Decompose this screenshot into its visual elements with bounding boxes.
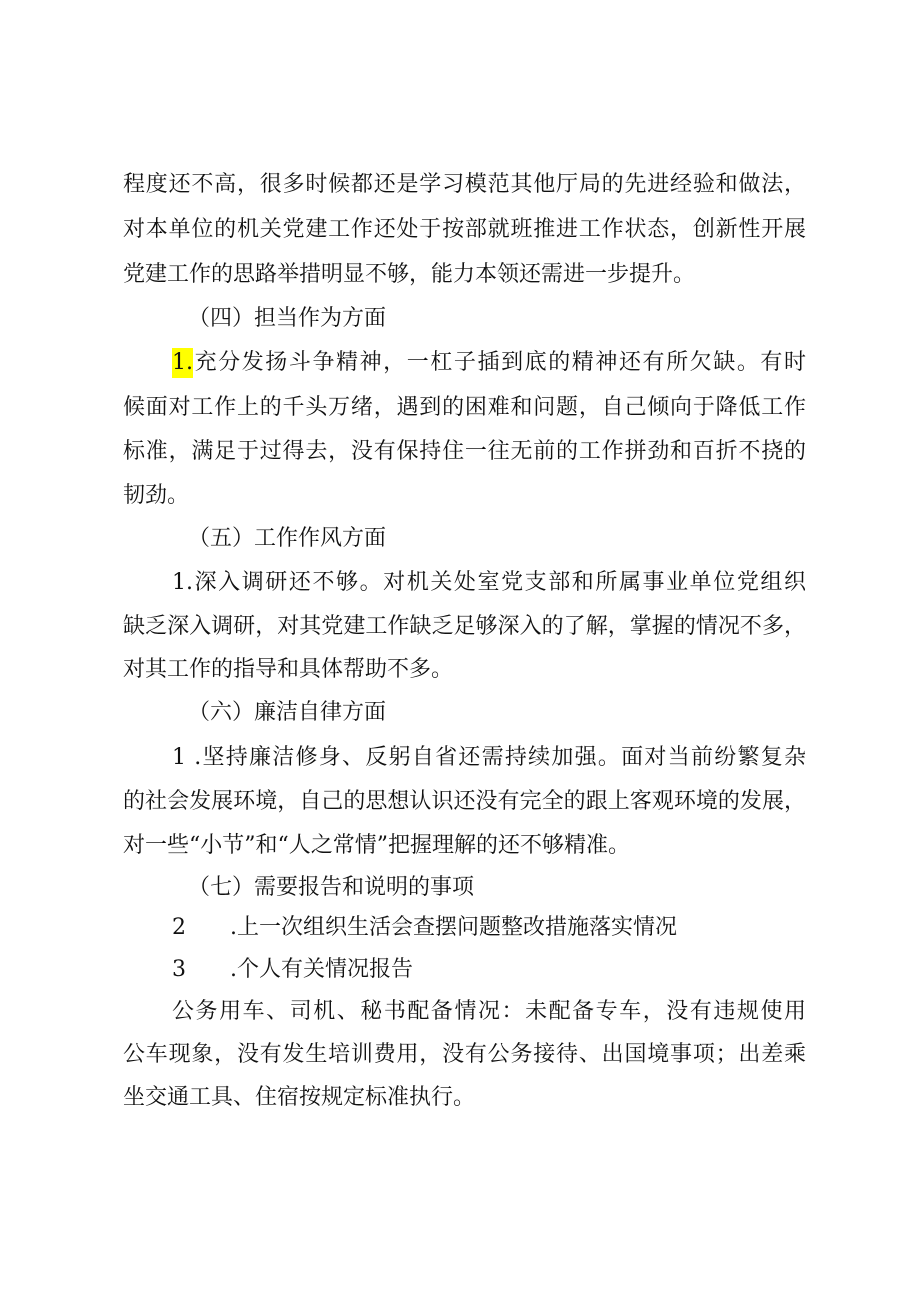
list-item-text: .个人有关情况报告 (230, 957, 413, 982)
highlighted-number: 1. (172, 348, 193, 378)
paragraph-line: 对其工作的指导和具体帮助不多。 (123, 657, 454, 682)
paragraph-line: 的社会发展环境，自己的思想认识还没有完全的跟上客观环境的发展， (123, 789, 806, 814)
paragraph-text: 充分发扬斗争精神，一杠子插到底的精神还有所欠缺。有时 (193, 350, 806, 375)
paragraph-line (172, 348, 806, 378)
paragraph-line: 1.深入调研还不够。对机关处室党支部和所属事业单位党组织 (172, 570, 806, 595)
paragraph-line: 对本单位的机关党建工作还处于按部就班推进工作状态，创新性开展 (123, 217, 806, 242)
paragraph-line: 标准，满足于过得去，没有保持住一往无前的工作拼劲和百折不挠的 (123, 439, 806, 464)
paragraph-line: 程度还不高，很多时候都还是学习模范其他厅局的先进经验和做法， (123, 172, 806, 197)
section-heading-6: （六）廉洁自律方面 (188, 700, 387, 725)
paragraph-line: 1 .坚持廉洁修身、反躬自省还需持续加强。面对当前纷繁复杂 (172, 745, 806, 770)
list-item (172, 955, 413, 985)
list-item-text: .上一次组织生活会查摆问题整改措施落实情况 (230, 915, 677, 940)
list-item-number: 2 (172, 915, 186, 940)
section-heading-7: （七）需要报告和说明的事项 (188, 875, 475, 900)
section-heading-4: （四）担当作为方面 (188, 306, 387, 331)
section-heading-5: （五）工作作风方面 (188, 526, 387, 551)
list-item (172, 913, 677, 943)
paragraph-line: 公车现象，没有发生培训费用，没有公务接待、出国境事项；出差乘 (123, 1042, 806, 1067)
paragraph-line: 缺乏深入调研，对其党建工作缺乏足够深入的了解，掌握的情况不多， (123, 614, 806, 639)
paragraph-line: 候面对工作上的千头万绪，遇到的困难和问题，自己倾向于降低工作 (123, 395, 806, 420)
paragraph-line: 坐交通工具、住宿按规定标准执行。 (123, 1085, 476, 1110)
paragraph-line: 对一些“小节”和“人之常情”把握理解的还不够精准。 (123, 833, 630, 858)
list-item-number: 3 (172, 957, 186, 982)
paragraph-line: 党建工作的思路举措明显不够，能力本领还需进一步提升。 (123, 262, 696, 287)
paragraph-line: 公务用车、司机、秘书配备情况：未配备专车，没有违规使用 (172, 999, 806, 1024)
paragraph-line: 韧劲。 (123, 483, 190, 508)
